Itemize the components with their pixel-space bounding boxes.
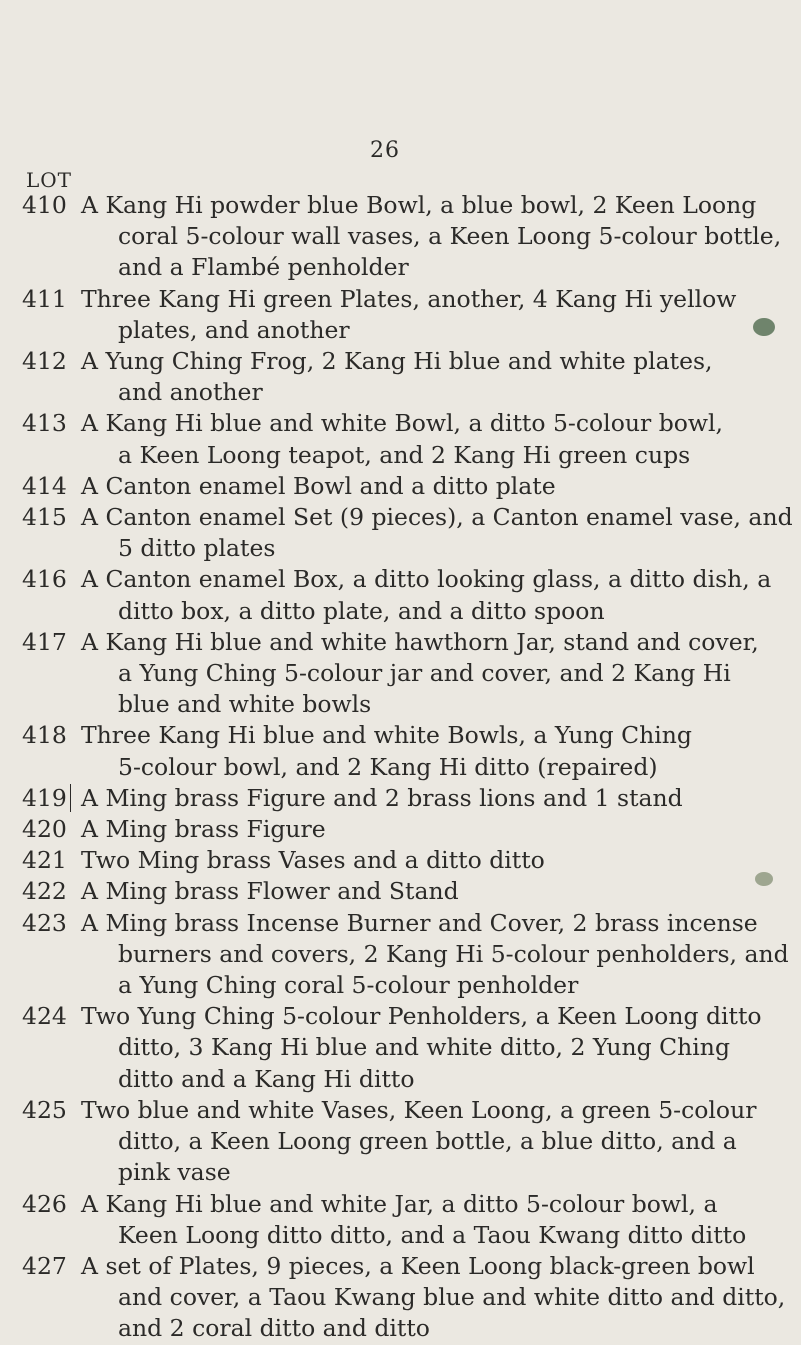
lot-description-line: Three Kang Hi green Plates, another, 4 Kang Hi yellow bbox=[81, 284, 737, 313]
lot-number-text: 414 bbox=[22, 471, 67, 500]
lot-description-line: A Kang Hi blue and white Bowl, a ditto 5-colour bowl, bbox=[81, 409, 723, 438]
lot-description-line: and 2 coral ditto and ditto bbox=[118, 1314, 430, 1343]
lot-description-line: and a Flambé penholder bbox=[118, 253, 409, 282]
lot-description-line: Two Ming brass Vases and a ditto ditto bbox=[81, 846, 545, 875]
lot-description bbox=[81, 720, 701, 782]
lot-number bbox=[0, 1095, 81, 1126]
lot-entry bbox=[0, 1251, 801, 1345]
lot-number-text: 412 bbox=[22, 347, 67, 376]
lot-description-line: A Ming brass Flower and Stand bbox=[81, 877, 459, 906]
lot-description bbox=[81, 783, 701, 814]
lot-entry bbox=[0, 190, 801, 284]
lot-description-line: pink vase bbox=[118, 1158, 231, 1187]
lot-description bbox=[81, 1251, 786, 1345]
lot-number bbox=[0, 720, 81, 751]
lot-number bbox=[0, 1001, 81, 1032]
lot-description-line: A Canton enamel Bowl and a ditto plate bbox=[81, 471, 556, 500]
lot-number-text: 423 bbox=[22, 908, 67, 937]
lot-description-line: A Canton enamel Set (9 pieces), a Canton enamel vase, and bbox=[81, 503, 793, 532]
lot-description-line: Two blue and white Vases, Keen Loong, a green 5-colour bbox=[81, 1095, 757, 1124]
lot-number bbox=[0, 190, 81, 221]
lot-entry bbox=[0, 1189, 801, 1251]
paper-stain bbox=[755, 872, 773, 886]
lot-number bbox=[0, 876, 81, 907]
lot-description-line: 5 ditto plates bbox=[118, 534, 276, 563]
paper-stain bbox=[753, 318, 775, 336]
lot-number-text: 422 bbox=[22, 877, 67, 906]
page-number: 26 bbox=[370, 138, 400, 163]
lot-entry bbox=[0, 408, 801, 470]
lot-entry bbox=[0, 502, 801, 564]
lot-number-text: 427 bbox=[22, 1251, 67, 1280]
lot-description-line: and another bbox=[118, 378, 263, 407]
lot-number bbox=[0, 1189, 81, 1220]
lot-description-line: A Kang Hi blue and white Jar, a ditto 5-colour bowl, a bbox=[81, 1189, 718, 1218]
lot-description bbox=[81, 814, 701, 845]
lot-number-text: 416 bbox=[22, 565, 67, 594]
lot-description-line: ditto box, a ditto plate, and a ditto spoon bbox=[118, 596, 605, 625]
lot-number bbox=[0, 783, 81, 814]
lot-description-line: ditto, 3 Kang Hi blue and white ditto, 2 Yung Ching bbox=[118, 1033, 730, 1062]
lot-description-line: plates, and another bbox=[118, 315, 350, 344]
lot-entry bbox=[0, 1001, 801, 1095]
lot-number-text: 415 bbox=[22, 503, 67, 532]
lot-number-text: 424 bbox=[22, 1002, 67, 1031]
lot-number bbox=[0, 346, 81, 377]
lot-list bbox=[0, 190, 801, 1345]
lot-entry bbox=[0, 845, 801, 876]
lot-number bbox=[0, 564, 81, 595]
lot-description-line: Three Kang Hi blue and white Bowls, a Yung Ching bbox=[81, 721, 692, 750]
lot-description-line: A Kang Hi powder blue Bowl, a blue bowl, 2 Keen Loong bbox=[81, 191, 757, 219]
lot-description bbox=[81, 876, 701, 907]
lot-description-line: and cover, a Taou Kwang blue and white ditto and ditto, bbox=[118, 1283, 786, 1312]
lot-number bbox=[0, 627, 81, 658]
lot-number-text: 425 bbox=[22, 1095, 67, 1124]
lot-number bbox=[0, 284, 81, 315]
lot-description bbox=[81, 346, 713, 408]
lot-description-line: A Yung Ching Frog, 2 Kang Hi blue and white plates, bbox=[81, 347, 713, 376]
lot-description bbox=[81, 1189, 747, 1251]
lot-description bbox=[81, 284, 737, 346]
lot-number-text: 413 bbox=[22, 409, 67, 438]
lot-number-text: 417 bbox=[22, 627, 67, 656]
lot-entry bbox=[0, 814, 801, 845]
lot-entry bbox=[0, 783, 801, 814]
lot-description-line: blue and white bowls bbox=[118, 690, 372, 719]
lot-number-text: 418 bbox=[22, 721, 67, 750]
lot-entry bbox=[0, 720, 801, 782]
lot-description-line: A set of Plates, 9 pieces, a Keen Loong black-green bowl bbox=[81, 1251, 755, 1280]
lot-description bbox=[81, 471, 701, 502]
lot-number-text: 411 bbox=[22, 284, 67, 313]
lot-entry bbox=[0, 1095, 801, 1189]
lot-number bbox=[0, 471, 81, 502]
lot-entry bbox=[0, 908, 801, 1002]
lot-description bbox=[81, 408, 723, 470]
lot-number-text: 410 bbox=[22, 191, 67, 219]
lot-number bbox=[0, 908, 81, 939]
lot-description-line: burners and covers, 2 Kang Hi 5-colour penholders, and bbox=[118, 939, 789, 968]
lot-description bbox=[81, 1001, 762, 1095]
lot-description bbox=[81, 627, 759, 721]
lot-description-line: ditto and a Kang Hi ditto bbox=[118, 1064, 415, 1093]
lot-description-line: Two Yung Ching 5-colour Penholders, a Keen Loong ditto bbox=[81, 1002, 762, 1031]
lot-description-line: A Ming brass Figure and 2 brass lions and 1 stand bbox=[81, 783, 683, 812]
lot-description-line: a Yung Ching 5-colour jar and cover, and 2 Kang Hi bbox=[118, 659, 731, 688]
lot-entry bbox=[0, 627, 801, 721]
lot-number-text: 420 bbox=[22, 815, 67, 844]
lot-entry bbox=[0, 346, 801, 408]
lot-entry bbox=[0, 564, 801, 626]
lot-description-line: A Ming brass Figure bbox=[81, 815, 326, 844]
lot-description-line: A Ming brass Incense Burner and Cover, 2 brass incense bbox=[81, 908, 758, 937]
lot-description bbox=[81, 502, 793, 564]
lot-number-text: 421 bbox=[22, 846, 67, 875]
lot-number bbox=[0, 845, 81, 876]
lot-description-line: a Keen Loong teapot, and 2 Kang Hi green cups bbox=[118, 440, 691, 469]
lot-number bbox=[0, 502, 81, 533]
lot-description-line: A Kang Hi blue and white hawthorn Jar, stand and cover, bbox=[81, 627, 759, 656]
lot-description-line: a Yung Ching coral 5-colour penholder bbox=[118, 971, 579, 1000]
lot-description bbox=[81, 190, 782, 284]
lot-description-line: ditto, a Keen Loong green bottle, a blue ditto, and a bbox=[118, 1127, 737, 1156]
lot-entry bbox=[0, 471, 801, 502]
lot-description-line: A Canton enamel Box, a ditto looking glass, a ditto dish, a bbox=[81, 565, 772, 594]
lot-entry bbox=[0, 284, 801, 346]
lot-description-line: 5-colour bowl, and 2 Kang Hi ditto (repaired) bbox=[118, 752, 658, 781]
lot-description bbox=[81, 1095, 757, 1189]
lot-number bbox=[0, 408, 81, 439]
lot-description bbox=[81, 845, 701, 876]
lot-column-heading: LOT bbox=[26, 168, 73, 192]
lot-number-text: 419 bbox=[22, 784, 71, 812]
lot-description-line: Keen Loong ditto ditto, and a Taou Kwang ditto ditto bbox=[118, 1220, 747, 1249]
lot-description bbox=[81, 908, 789, 1002]
lot-entry bbox=[0, 876, 801, 907]
lot-number bbox=[0, 1251, 81, 1282]
lot-description-line: coral 5-colour wall vases, a Keen Loong 5-colour bottle, bbox=[118, 222, 782, 251]
lot-number bbox=[0, 814, 81, 845]
lot-description bbox=[81, 564, 772, 626]
lot-number-text: 426 bbox=[22, 1189, 67, 1218]
